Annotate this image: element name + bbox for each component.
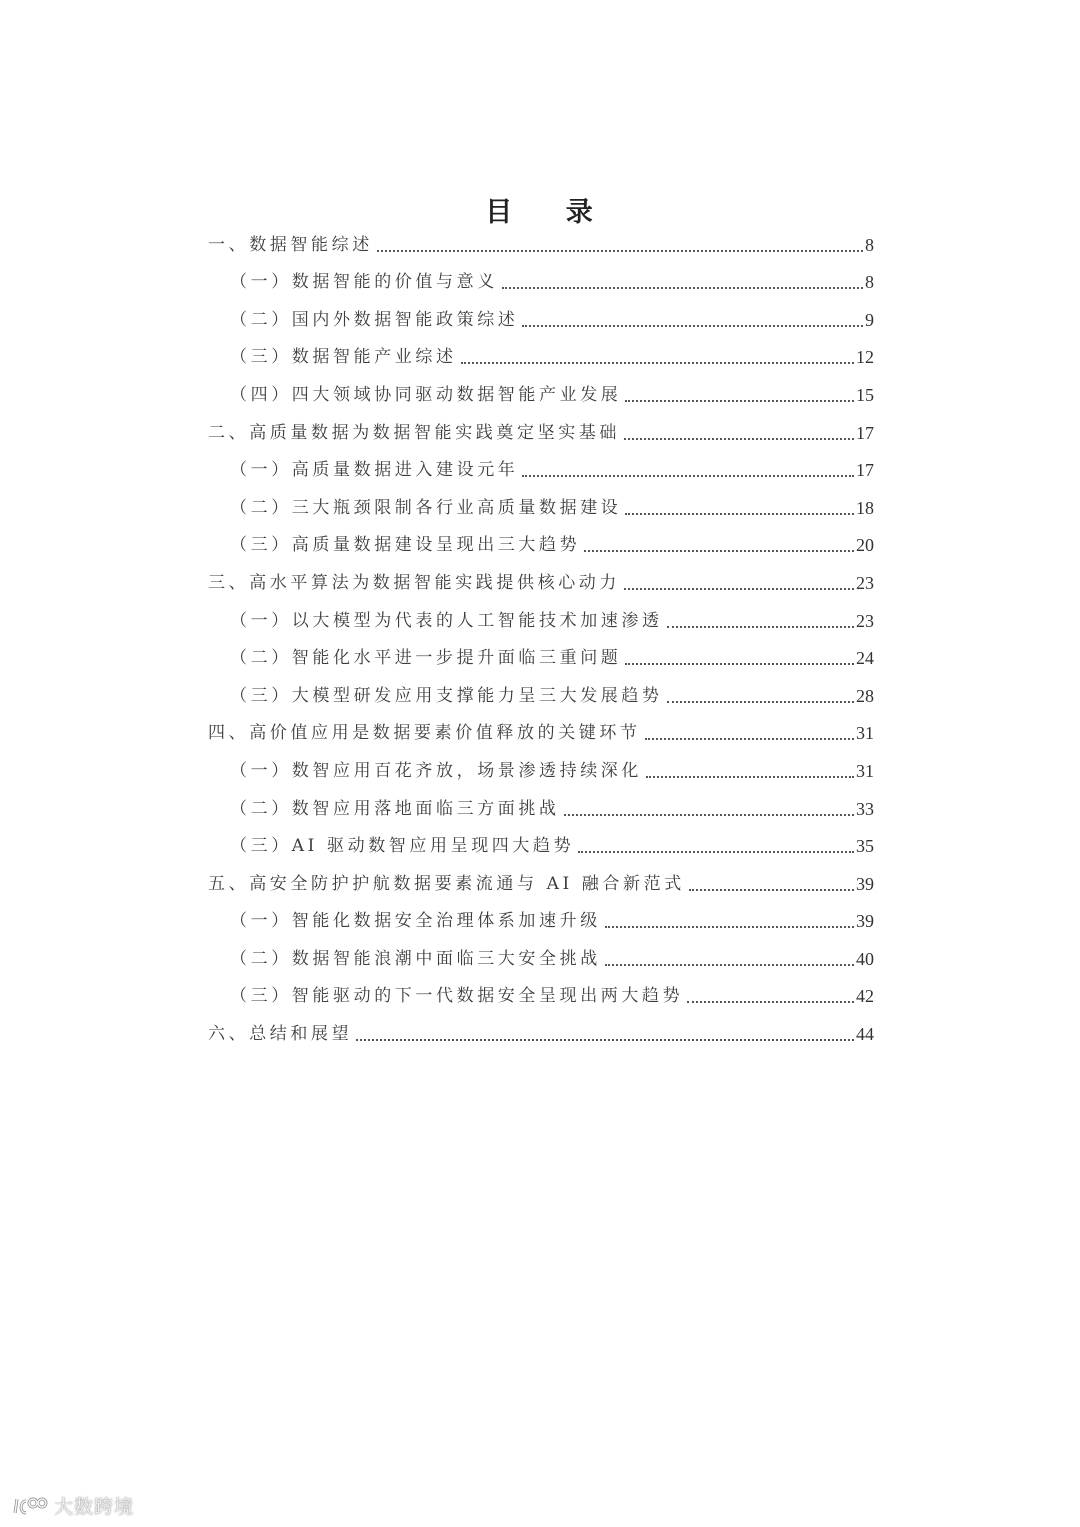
toc-entry-label: （一）智能化数据安全治理体系加速升级 xyxy=(230,911,601,932)
toc-entry[interactable] xyxy=(208,974,874,1012)
toc-entry-label: 一、数据智能综述 xyxy=(208,234,373,255)
dot-leader xyxy=(625,399,854,402)
toc-entry[interactable] xyxy=(208,786,874,824)
dot-leader xyxy=(667,625,854,628)
toc-page-number: 40 xyxy=(856,948,874,969)
toc-entry[interactable] xyxy=(208,861,874,899)
toc-entry-label: （一）以大模型为代表的人工智能技术加速渗透 xyxy=(230,610,663,631)
toc-entry-label: （三）智能驱动的下一代数据安全呈现出两大趋势 xyxy=(230,986,684,1007)
toc-page-number: 31 xyxy=(856,723,874,744)
dot-leader xyxy=(625,662,854,665)
toc-entry[interactable] xyxy=(208,523,874,561)
toc-entry-label: 二、高质量数据为数据智能实践奠定坚实基础 xyxy=(208,422,620,443)
dot-leader xyxy=(624,587,854,590)
toc-entry-label: （一）数智应用百花齐放，场景渗透持续深化 xyxy=(230,760,642,781)
toc-entry[interactable] xyxy=(208,297,874,335)
toc-entry[interactable] xyxy=(208,824,874,862)
toc-entry[interactable] xyxy=(208,936,874,974)
watermark xyxy=(12,1492,134,1519)
dot-leader xyxy=(502,286,863,289)
toc-entry-label: 五、高安全防护护航数据要素流通与 AI 融合新范式 xyxy=(208,873,685,894)
toc-page-number: 20 xyxy=(856,535,874,556)
watermark-text: 大数跨境 xyxy=(54,1496,135,1518)
toc-page-number: 35 xyxy=(856,836,874,857)
toc-entry-label: （一）数据智能的价值与意义 xyxy=(230,272,498,293)
toc-entry[interactable] xyxy=(208,372,874,410)
toc-entry[interactable] xyxy=(208,410,874,448)
toc-entry[interactable] xyxy=(208,560,874,598)
toc-page-number: 18 xyxy=(856,497,874,518)
toc-entry[interactable] xyxy=(208,1011,874,1049)
toc-page-number: 8 xyxy=(865,272,874,293)
dot-leader xyxy=(522,474,854,477)
dot-leader xyxy=(356,1038,854,1041)
dot-leader xyxy=(584,549,854,552)
toc-entry[interactable] xyxy=(208,711,874,749)
dot-leader xyxy=(377,249,863,252)
toc-entry[interactable] xyxy=(208,485,874,523)
toc-page-number: 23 xyxy=(856,572,874,593)
toc-page-number: 39 xyxy=(856,911,874,932)
toc-entry-label: （二）数智应用落地面临三方面挑战 xyxy=(230,798,560,819)
toc-entry[interactable] xyxy=(208,636,874,674)
dot-leader xyxy=(667,700,854,703)
toc-page-number: 44 xyxy=(856,1024,874,1045)
toc-entry[interactable] xyxy=(208,260,874,298)
toc-entry-label: 四、高价值应用是数据要素价值释放的关键环节 xyxy=(208,723,641,744)
toc-page-number: 15 xyxy=(856,384,874,405)
dot-leader xyxy=(624,437,854,440)
table-of-contents xyxy=(208,222,874,1049)
toc-entry[interactable] xyxy=(208,222,874,260)
page-title: 目 录 xyxy=(485,197,615,229)
dot-leader xyxy=(605,925,854,928)
toc-entry[interactable] xyxy=(208,598,874,636)
toc-entry[interactable] xyxy=(208,448,874,486)
toc-entry-label: （三）AI 驱动数智应用呈现四大趋势 xyxy=(230,836,575,857)
toc-entry-label: （二）数据智能浪潮中面临三大安全挑战 xyxy=(230,948,601,969)
dot-leader xyxy=(461,361,854,364)
toc-entry-label: （三）数据智能产业综述 xyxy=(230,347,457,368)
toc-page-number: 33 xyxy=(856,798,874,819)
dot-leader xyxy=(689,888,854,891)
brand-logo-icon xyxy=(12,1495,48,1517)
toc-entry-label: （二）国内外数据智能政策综述 xyxy=(230,309,519,330)
toc-page-number: 17 xyxy=(856,460,874,481)
toc-entry-label: （二）三大瓶颈限制各行业高质量数据建设 xyxy=(230,497,622,518)
toc-entry[interactable] xyxy=(208,899,874,937)
toc-page-number: 9 xyxy=(865,309,874,330)
toc-entry-label: （四）四大领域协同驱动数据智能产业发展 xyxy=(230,384,622,405)
dot-leader xyxy=(522,324,863,327)
toc-page-number: 23 xyxy=(856,610,874,631)
dot-leader xyxy=(564,813,854,816)
toc-entry-label: 三、高水平算法为数据智能实践提供核心动力 xyxy=(208,572,620,593)
dot-leader xyxy=(578,850,854,853)
dot-leader xyxy=(687,1000,854,1003)
dot-leader xyxy=(646,775,854,778)
dot-leader xyxy=(645,737,854,740)
toc-entry[interactable] xyxy=(208,673,874,711)
toc-page-number: 39 xyxy=(856,873,874,894)
toc-page-number: 12 xyxy=(856,347,874,368)
toc-entry-label: 六、总结和展望 xyxy=(208,1024,353,1045)
toc-entry-label: （三）大模型研发应用支撑能力呈三大发展趋势 xyxy=(230,685,663,706)
toc-page-number: 28 xyxy=(856,685,874,706)
toc-entry-label: （二）智能化水平进一步提升面临三重问题 xyxy=(230,648,622,669)
toc-entry-label: （一）高质量数据进入建设元年 xyxy=(230,460,519,481)
toc-entry[interactable] xyxy=(208,335,874,373)
toc-page-number: 17 xyxy=(856,422,874,443)
toc-page-number: 31 xyxy=(856,760,874,781)
toc-entry[interactable] xyxy=(208,748,874,786)
toc-page-number: 42 xyxy=(856,986,874,1007)
dot-leader xyxy=(605,963,854,966)
toc-page-number: 8 xyxy=(865,234,874,255)
dot-leader xyxy=(625,512,854,515)
toc-page-number: 24 xyxy=(856,648,874,669)
toc-entry-label: （三）高质量数据建设呈现出三大趋势 xyxy=(230,535,581,556)
